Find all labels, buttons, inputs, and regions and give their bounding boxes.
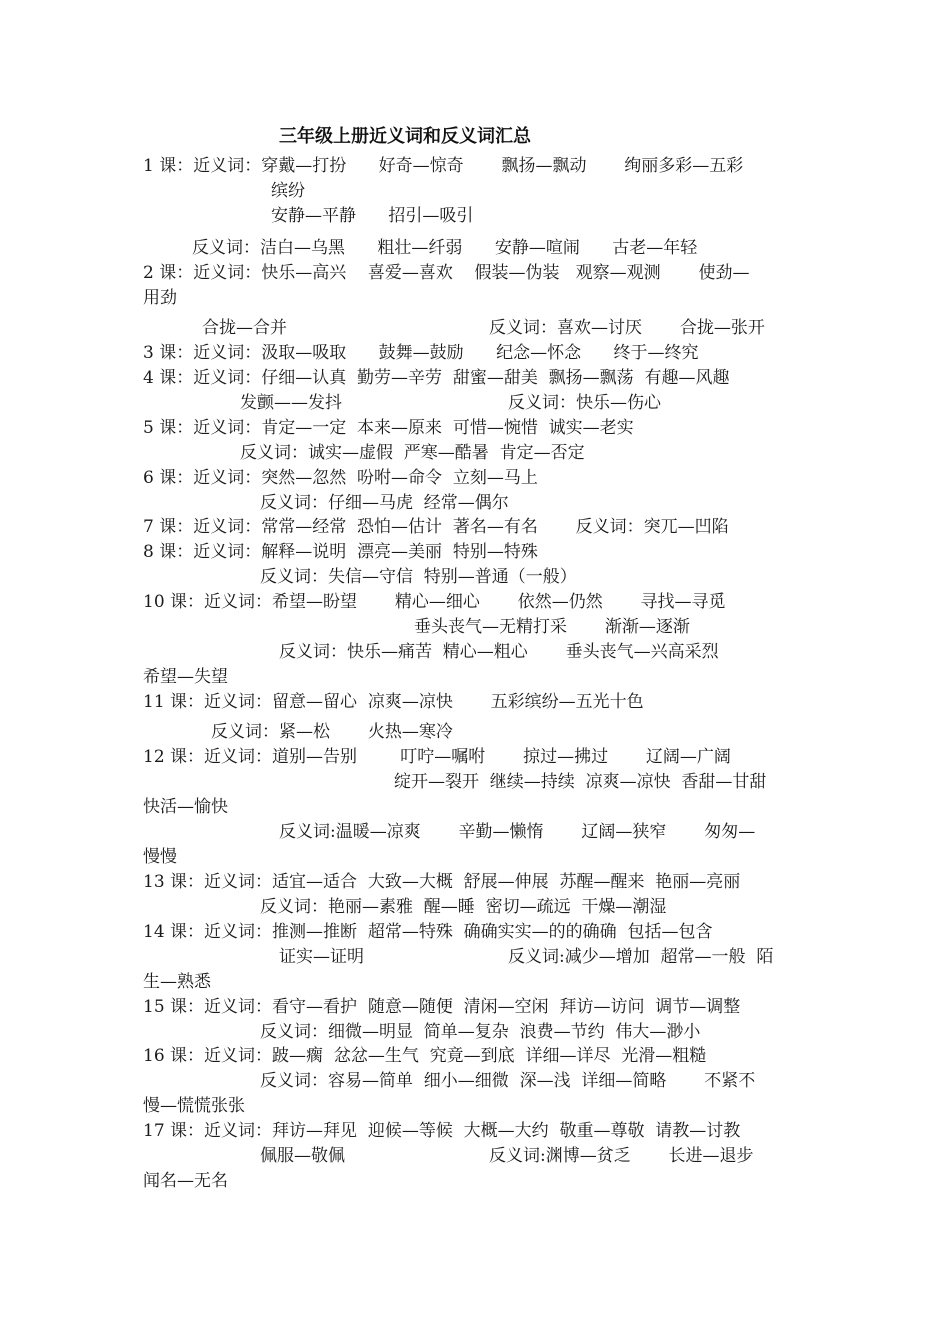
- text-line: 安静—平静 招引—吸引: [271, 206, 474, 226]
- text-line: 12 课：近义词：道别—告别 叮咛—嘱咐 掠过—拂过 辽阔—广阔: [143, 747, 731, 767]
- text-line: 反义词：艳丽—素雅 醒—睡 密切—疏远 干燥—潮湿: [260, 897, 667, 917]
- text-line: 闻名—无名: [143, 1171, 228, 1191]
- text-line: 反义词：失信—守信 特别—普通（一般）: [260, 567, 577, 587]
- text-line: 用劲: [143, 288, 177, 308]
- text-line: 反义词：细微—明显 简单—复杂 浪费—节约 伟大—渺小: [260, 1022, 701, 1042]
- text-line: 反义词:减少—增加 超常—一般 陌: [508, 947, 774, 967]
- text-line: 3 课：近义词：汲取—吸取 鼓舞—鼓励 纪念—怀念 终于—终究: [143, 343, 699, 363]
- text-line: 8 课：近义词：解释—说明 漂亮—美丽 特别—特殊: [143, 542, 538, 562]
- text-line: 16 课：近义词：跛—瘸 忿忿—生气 究竟—到底 详细—详尽 光滑—粗糙: [143, 1046, 707, 1066]
- text-line: 反义词：洁白—乌黑 粗壮—纤弱 安静—喧闹 古老—年轻: [192, 238, 698, 258]
- text-line: 15 课：近义词：看守—看护 随意—随便 清闲—空闲 拜访—访问 调节—调整: [143, 997, 741, 1017]
- text-line: 反义词:渊博—贫乏 长进—退步: [489, 1146, 754, 1166]
- text-line: 11 课：近义词：留意—留心 凉爽—凉快 五彩缤纷—五光十色: [143, 692, 644, 712]
- text-line: 反义词：诚实—虚假 严寒—酷暑 肯定—否定: [240, 443, 585, 463]
- text-line: 证实—证明: [279, 947, 364, 967]
- text-line: 1 课：近义词：穿戴—打扮 好奇—惊奇 飘扬—飘动 绚丽多彩—五彩: [143, 156, 744, 176]
- text-line: 反义词：仔细—马虎 经常—偶尔: [260, 493, 509, 513]
- text-line: 垂头丧气—无精打采 渐渐—逐渐: [414, 617, 690, 637]
- text-line: 7 课：近义词：常常—经常 恐怕—估计 著名—有名 反义词：突兀—凹陷: [143, 517, 729, 537]
- text-line: 快活—愉快: [143, 797, 228, 817]
- text-line: 反义词：容易—简单 细小—细微 深—浅 详细—简略 不紧不: [260, 1071, 756, 1091]
- text-line: 反义词：快乐—痛苦 精心—粗心 垂头丧气—兴高采烈: [279, 642, 719, 662]
- text-line: 缤纷: [271, 181, 305, 201]
- text-line: 5 课：近义词：肯定—一定 本来—原来 可惜—惋惜 诚实—老实: [143, 418, 634, 438]
- text-line: 反义词：快乐—伤心: [508, 393, 661, 413]
- text-line: 慢—慌慌张张: [143, 1096, 245, 1116]
- text-line: 6 课：近义词：突然—忽然 吩咐—命令 立刻—马上: [143, 468, 538, 488]
- text-line: 13 课：近义词：适宜—适合 大致—大概 舒展—伸展 苏醒—醒来 艳丽—亮丽: [143, 872, 741, 892]
- text-line: 反义词:温暖—凉爽 辛勤—懒惰 辽阔—狭窄 匆匆—: [279, 822, 756, 842]
- text-line: 合拢—合并: [202, 318, 287, 338]
- text-line: 2 课：近义词：快乐—高兴 喜爱—喜欢 假装—伪装 观察—观测 使劲—: [143, 263, 750, 283]
- text-line: 反义词：紧—松 火热—寒冷: [211, 722, 453, 742]
- text-line: 生—熟悉: [143, 972, 211, 992]
- text-line: 17 课：近义词：拜访—拜见 迎候—等候 大概—大约 敬重—尊敬 请教—讨教: [143, 1121, 741, 1141]
- text-line: 14 课：近义词：推测—推断 超常—特殊 确确实实—的的确确 包括—包含: [143, 922, 713, 942]
- text-line: 佩服—敬佩: [260, 1146, 345, 1166]
- text-line: 反义词：喜欢—讨厌 合拢—张开: [489, 318, 765, 338]
- text-line: 10 课：近义词：希望—盼望 精心—细心 依然—仍然 寻找—寻觅: [143, 592, 726, 612]
- text-line: 4 课：近义词：仔细—认真 勤劳—辛劳 甜蜜—甜美 飘扬—飘荡 有趣—风趣: [143, 368, 730, 388]
- text-line: 希望—失望: [143, 667, 228, 687]
- text-line: 慢慢: [143, 847, 177, 867]
- text-line: 发颤——发抖: [240, 393, 342, 413]
- document-title: 三年级上册近义词和反义词汇总: [279, 126, 531, 147]
- text-line: 绽开—裂开 继续—持续 凉爽—凉快 香甜—甘甜: [394, 772, 767, 792]
